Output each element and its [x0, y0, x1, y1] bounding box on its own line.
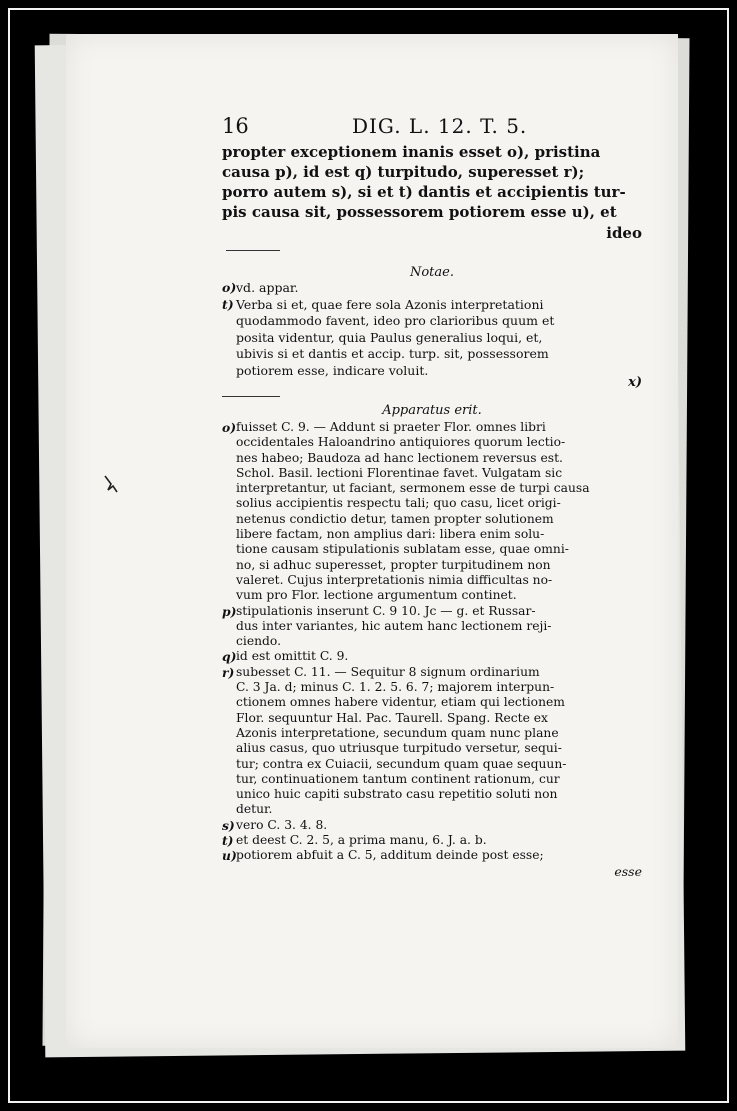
apparatus-line: Schol. Basil. lectioni Florentinae favet. Vulgatam sic [236, 465, 563, 480]
note-mark: t) [222, 296, 234, 312]
apparatus-line: tione causam stipulationis sublatam esse, quae omni- [236, 542, 569, 557]
apparatus-mark: o) [222, 420, 237, 435]
apparatus-line: interpretantur, ut faciant, sermonem esse de turpi causa [236, 481, 590, 496]
page-sheet [66, 34, 678, 1048]
apparatus-line: Azonis interpretatione, secundum quam nunc plane [236, 725, 559, 740]
apparatus-line: subesset C. 11. — Sequitur 8 signum ordinarium [236, 664, 540, 679]
apparatus-line: id est omittit C. 9. [236, 649, 349, 664]
apparatus-entry [222, 649, 642, 664]
note-line: potiorem esse, indicare voluit. [236, 362, 429, 378]
apparatus-line: detur. [236, 802, 273, 817]
note-line: posita videntur, quia Paulus generalius loqui, et, [236, 329, 543, 345]
apparatus-line: ciendo. [236, 634, 281, 649]
apparatus-line: C. 3 Ja. d; minus C. 1. 2. 5. 6. 7; majorem interpun- [236, 680, 555, 695]
apparatus-line: netenus condictio detur, tamen propter solutionem [236, 511, 554, 526]
apparatus-line: tur, continuationem tantum continent rationum, cur [236, 771, 560, 786]
apparatus-line: libere factam, non amplius dari: libera enim solu- [236, 527, 545, 542]
body-line: porro autem s), si et t) dantis et accipientis tur- [222, 183, 626, 201]
apparatus-mark: p) [222, 603, 237, 619]
apparatus-catchword: esse [614, 863, 642, 879]
apparatus-entry [222, 818, 642, 833]
body-line: causa p), id est q) turpitudo, superesset r); [222, 163, 585, 181]
note-line: vd. appar. [236, 280, 299, 295]
note-line: quodammodo favent, ideo pro clarioribus quum et [236, 313, 555, 328]
ink-blot-icon [102, 474, 120, 494]
apparatus-mark: u) [222, 848, 237, 864]
note-entry [222, 280, 642, 297]
page-content [222, 114, 642, 879]
page-title: DIG. L. 12. T. 5. [352, 114, 528, 138]
apparatus-mark: r) [222, 664, 235, 680]
note-line: ubivis si et dantis et accip. turp. sit, possessorem [236, 346, 549, 361]
apparatus-entry [222, 665, 642, 818]
note-entry [222, 297, 642, 380]
apparatus-list [222, 420, 642, 864]
apparatus-entry [222, 848, 642, 863]
apparatus-line: fuisset C. 9. — Addunt si praeter Flor. omnes libri [236, 420, 546, 434]
body-line: pis causa sit, possessorem potiorem esse u), et [222, 203, 617, 221]
apparatus-mark: q) [222, 649, 237, 665]
notae-list [222, 280, 642, 379]
divider [222, 396, 280, 397]
apparatus-line: unico huic capiti substrato casu repetitio soluti non [236, 787, 558, 802]
body-catchword: ideo [606, 224, 642, 242]
apparatus-line: vero C. 3. 4. 8. [236, 817, 328, 832]
apparatus-line: potiorem abfuit a C. 5, additum deinde post esse; [236, 848, 544, 863]
divider [226, 250, 280, 251]
apparatus-mark: t) [222, 833, 234, 849]
body-line: propter exceptionem inanis esset o), pristina [222, 143, 601, 161]
apparatus-line: no, si adhuc superesset, propter turpitudinem non [236, 557, 551, 572]
apparatus-line: occidentales Haloandrino antiquiores quorum lectio- [236, 435, 566, 450]
note-line: Verba si et, quae fere sola Azonis interpretationi [236, 296, 544, 312]
notae-heading: Notae. [409, 265, 454, 280]
apparatus-line: ctionem omnes habere videntur, etiam qui lectionem [236, 695, 565, 710]
apparatus-line: valeret. Cujus interpretationis nimia difficultas no- [236, 572, 553, 587]
apparatus-line: stipulationis inserunt C. 9 10. Jc — g. et Russar- [236, 603, 536, 618]
apparatus-line: tur; contra ex Cuiacii, secundum quam quae sequun- [236, 756, 567, 771]
note-mark: o) [222, 280, 237, 295]
notae-catchword: x) [628, 375, 642, 390]
apparatus-entry [222, 833, 642, 848]
body-text [222, 142, 642, 222]
apparatus-line: solius accipientis respectu tali; quo casu, licet origi- [236, 496, 561, 511]
apparatus-line: vum pro Flor. lectione argumentum continet. [236, 588, 517, 603]
apparatus-line: Flor. sequuntur Hal. Pac. Taurell. Spang. Recte ex [236, 710, 548, 725]
apparatus-line: nes habeo; Baudoza ad hanc lectionem reversus est. [236, 450, 563, 465]
apparatus-entry [222, 420, 642, 604]
apparatus-mark: s) [222, 817, 235, 833]
apparatus-entry [222, 604, 642, 650]
apparatus-line: et deest C. 2. 5, a prima manu, 6. J. a. b. [236, 833, 487, 848]
running-head [222, 114, 642, 140]
apparatus-line: alius casus, quo utriusque turpitudo versetur, sequi- [236, 741, 562, 756]
page-number: 16 [222, 114, 249, 138]
apparatus-line: dus inter variantes, hic autem hanc lectionem reji- [236, 618, 552, 633]
apparatus-heading: Apparatus erit. [382, 403, 482, 418]
